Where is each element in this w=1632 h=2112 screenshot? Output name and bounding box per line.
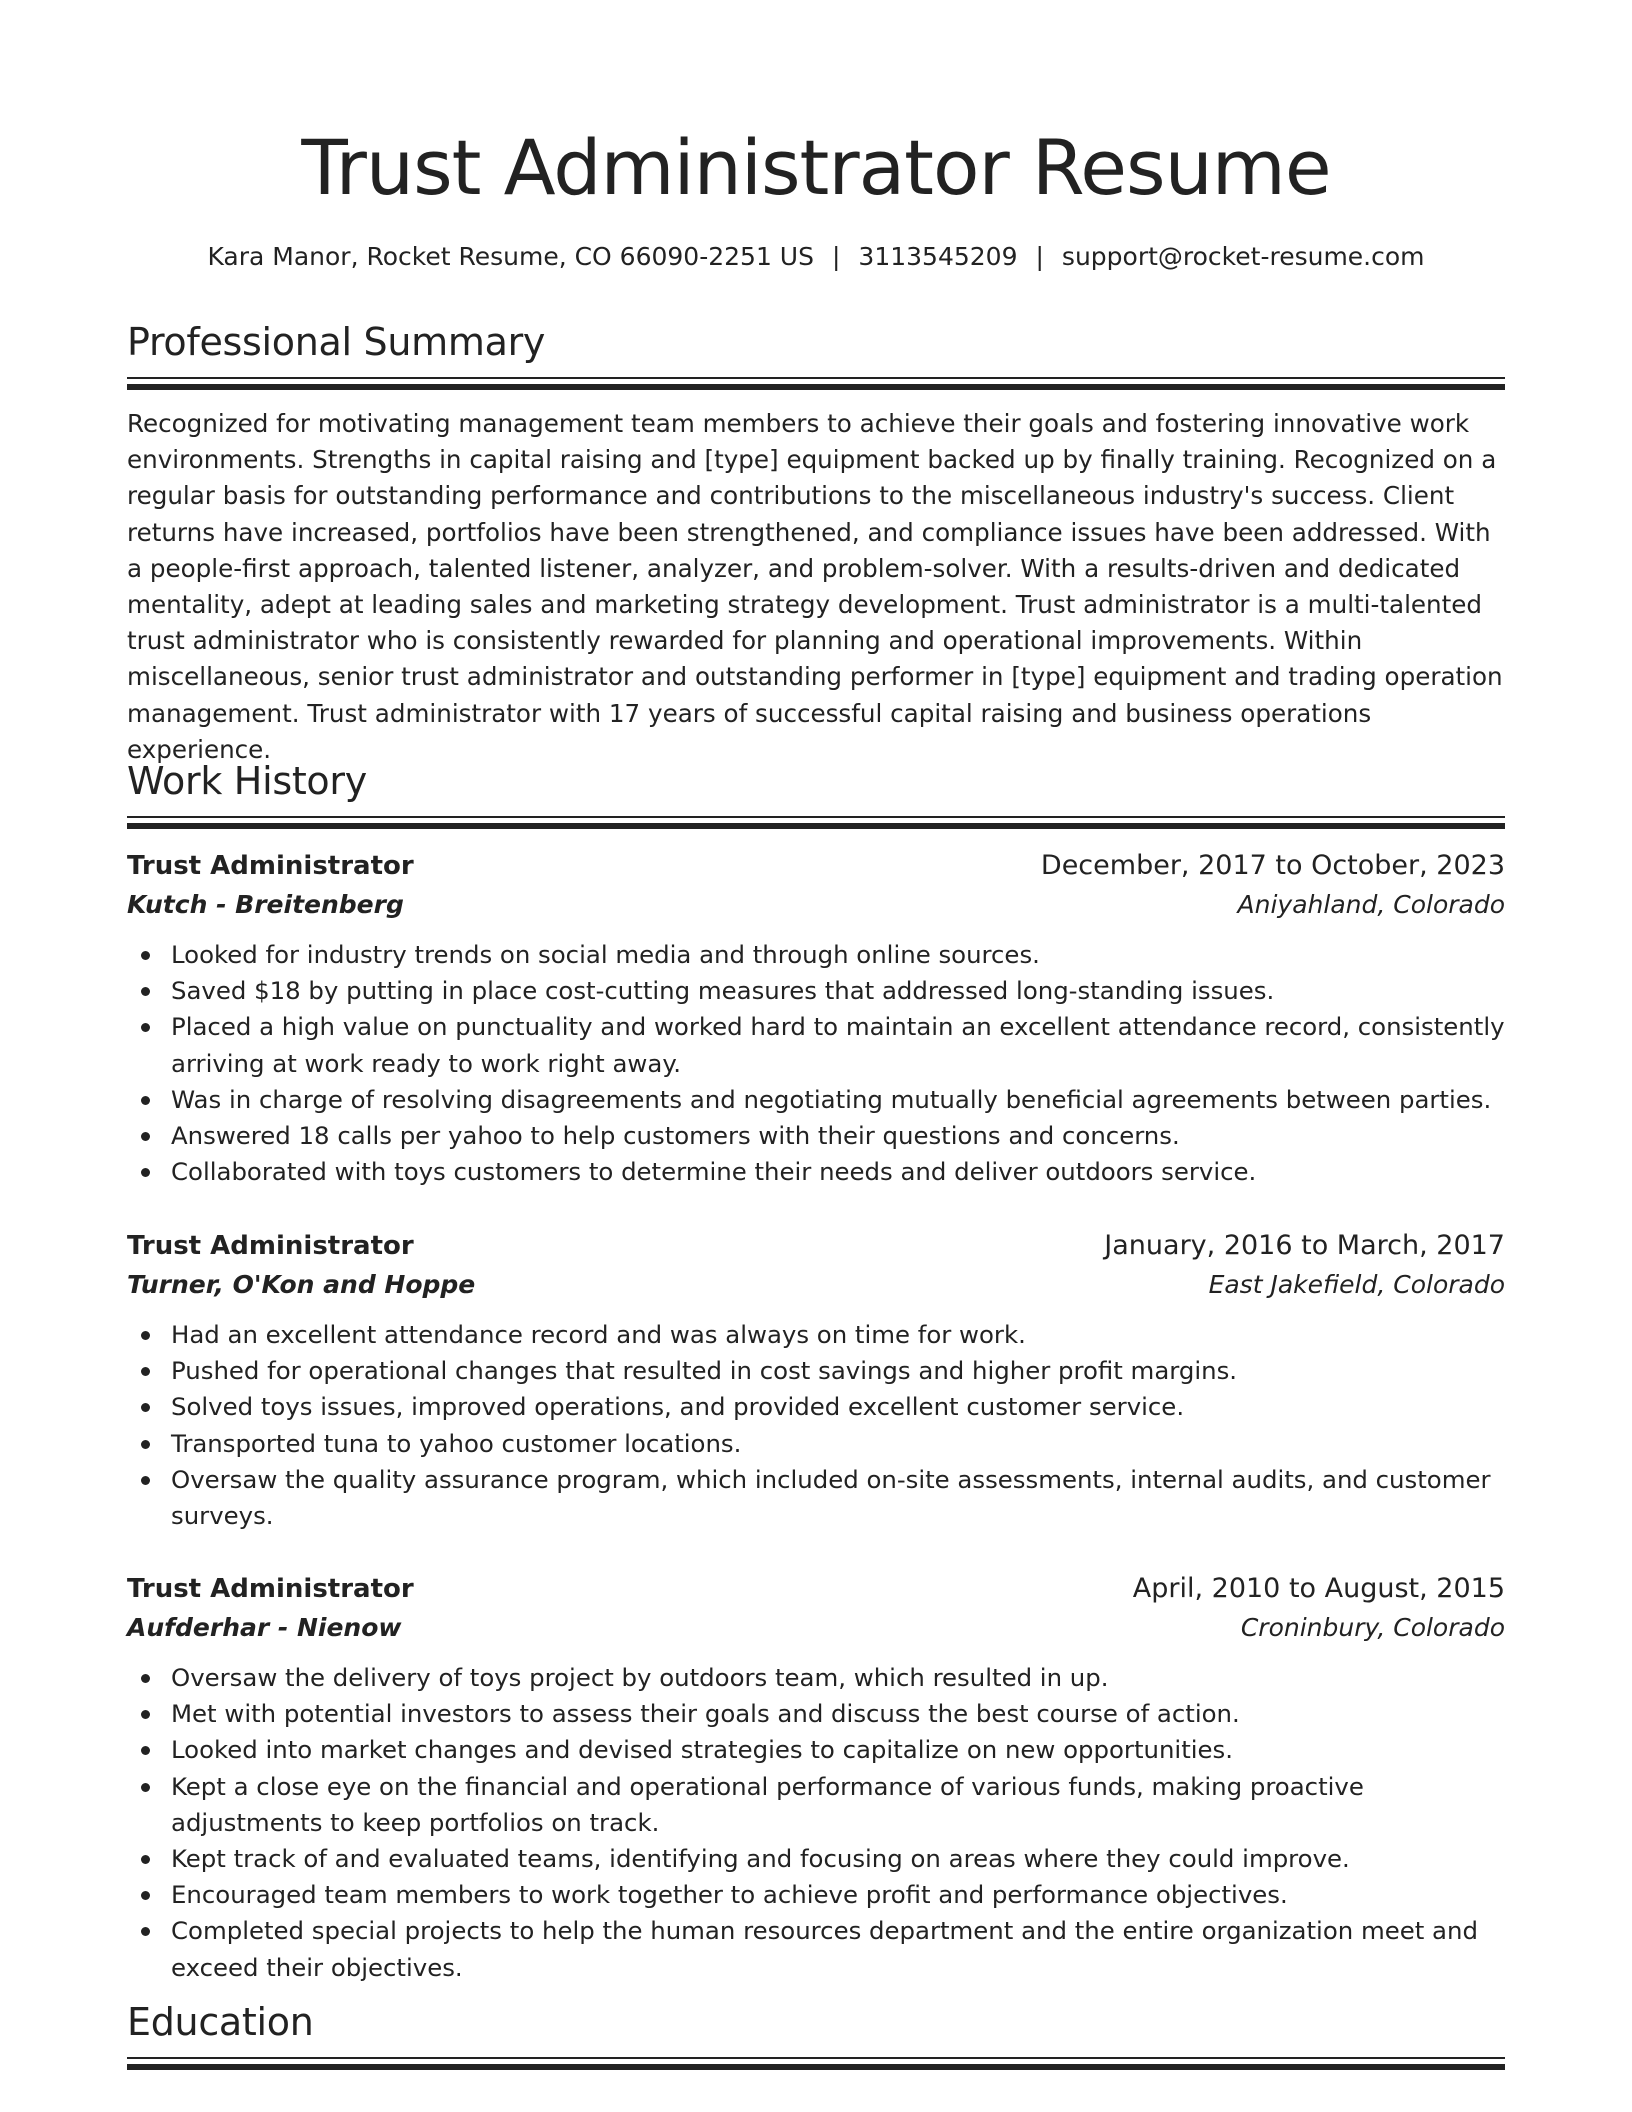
job-dates: December, 2017 to October, 2023 bbox=[1040, 850, 1505, 881]
section-divider bbox=[127, 816, 1505, 830]
bullet-dot-icon bbox=[141, 1674, 150, 1683]
job-bullet: Had an excellent attendance record and was always on time for work. bbox=[127, 1317, 1505, 1353]
job-bullet: Completed special projects to help the human resources department and the entire organization meet and exceed their objectives. bbox=[127, 1913, 1505, 1985]
job-header-row bbox=[127, 846, 1505, 885]
job-bullet: Encouraged team members to work together to achieve profit and performance objectives. bbox=[127, 1877, 1505, 1913]
bullet-dot-icon bbox=[141, 1132, 150, 1141]
contact-phone: 3113545209 bbox=[858, 242, 1018, 271]
summary-heading: Professional Summary bbox=[127, 320, 546, 364]
education-heading: Education bbox=[127, 2000, 314, 2044]
work-section-header bbox=[127, 756, 1505, 806]
job-header-row bbox=[127, 1569, 1505, 1608]
contact-email: support@rocket-resume.com bbox=[1061, 242, 1425, 271]
bullet-dot-icon bbox=[141, 1168, 150, 1177]
job-location: East Jakefield, Colorado bbox=[1208, 1270, 1505, 1299]
job-bullet: Was in charge of resolving disagreements and negotiating mutually beneficial agreements between parties. bbox=[127, 1082, 1505, 1118]
bullet-dot-icon bbox=[141, 1023, 150, 1032]
job-bullet-list bbox=[127, 937, 1505, 1190]
contact-separator: | bbox=[1035, 242, 1044, 271]
job-bullet: Transported tuna to yahoo customer locations. bbox=[127, 1426, 1505, 1462]
job-bullet: Oversaw the quality assurance program, which included on-site assessments, internal audits, and customer surveys. bbox=[127, 1462, 1505, 1534]
bullet-dot-icon bbox=[141, 987, 150, 996]
bullet-dot-icon bbox=[141, 1891, 150, 1900]
job-company: Turner, O'Kon and Hoppe bbox=[127, 1270, 476, 1299]
job-bullet: Kept track of and evaluated teams, identifying and focusing on areas where they could improve. bbox=[127, 1841, 1505, 1877]
job-header-row bbox=[127, 1226, 1505, 1265]
job-company: Aufderhar - Nienow bbox=[127, 1613, 402, 1642]
job-bullet: Met with potential investors to assess their goals and discuss the best course of action. bbox=[127, 1696, 1505, 1732]
job-bullet: Kept a close eye on the financial and operational performance of various funds, making proactive adjustments to keep portfolios on track. bbox=[127, 1769, 1505, 1841]
summary-section-header bbox=[127, 317, 1505, 367]
bullet-dot-icon bbox=[141, 1746, 150, 1755]
bullet-dot-icon bbox=[141, 1440, 150, 1449]
bullet-dot-icon bbox=[141, 1710, 150, 1719]
resume-title: Trust Administrator Resume bbox=[301, 123, 1331, 212]
job-bullet: Looked for industry trends on social media and through online sources. bbox=[127, 937, 1505, 973]
work-heading: Work History bbox=[127, 759, 367, 803]
job-bullet: Saved $18 by putting in place cost-cutting measures that addressed long-standing issues. bbox=[127, 973, 1505, 1009]
bullet-dot-icon bbox=[141, 1927, 150, 1936]
job-title: Trust Administrator bbox=[127, 1231, 414, 1261]
job-entry bbox=[127, 846, 1505, 1187]
section-divider bbox=[127, 377, 1505, 391]
job-dates: April, 2010 to August, 2015 bbox=[1132, 1573, 1505, 1604]
job-location: Croninbury, Colorado bbox=[1240, 1613, 1505, 1642]
job-bullet: Placed a high value on punctuality and worked hard to maintain an excellent attendance record, consistently arriving at work ready to work right away. bbox=[127, 1009, 1505, 1081]
job-bullet: Collaborated with toys customers to determine their needs and deliver outdoors service. bbox=[127, 1154, 1505, 1190]
bullet-dot-icon bbox=[141, 951, 150, 960]
job-bullet-list bbox=[127, 1660, 1505, 1986]
contact-address: Kara Manor, Rocket Resume, CO 66090-2251 US bbox=[207, 242, 814, 271]
contact-line bbox=[127, 239, 1505, 275]
job-company-row bbox=[127, 1608, 1505, 1647]
job-entry bbox=[127, 1569, 1505, 1982]
job-title: Trust Administrator bbox=[127, 1574, 414, 1604]
job-company-row bbox=[127, 1265, 1505, 1304]
section-divider bbox=[127, 2057, 1505, 2071]
bullet-dot-icon bbox=[141, 1403, 150, 1412]
job-bullet: Pushed for operational changes that resulted in cost savings and higher profit margins. bbox=[127, 1353, 1505, 1389]
bullet-dot-icon bbox=[141, 1476, 150, 1485]
contact-separator: | bbox=[831, 242, 841, 271]
job-bullet: Oversaw the delivery of toys project by outdoors team, which resulted in up. bbox=[127, 1660, 1505, 1696]
job-entry bbox=[127, 1226, 1505, 1531]
job-bullet: Solved toys issues, improved operations, and provided excellent customer service. bbox=[127, 1389, 1505, 1425]
bullet-dot-icon bbox=[141, 1855, 150, 1864]
summary-text: Recognized for motivating management team members to achieve their goals and fostering innovative work environments. Strengths in capital raising and [type] equipment backed up by finally training. Recognized on a regular basis for outstanding performance and contributions to the miscellaneous industry's success. Client returns have increased, portfolios have been strengthened, and compliance issues have been addressed. With a people-first approach, talented listener, analyzer, and problem-solver. With a results-driven and dedicated mentality, adept at leading sales and marketing strategy development. Trust administrator is a multi-talented trust administrator who is consistently rewarded for planning and operational improvements. Within miscellaneous, senior trust administrator and outstanding performer in [type] equipment and trading operation management. Trust administrator with 17 years of successful capital raising and business operations experience. bbox=[127, 409, 1503, 764]
job-location: Aniyahland, Colorado bbox=[1237, 890, 1505, 919]
job-company: Kutch - Breitenberg bbox=[127, 890, 404, 919]
bullet-dot-icon bbox=[141, 1331, 150, 1340]
bullet-dot-icon bbox=[141, 1783, 150, 1792]
job-bullet: Looked into market changes and devised strategies to capitalize on new opportunities. bbox=[127, 1732, 1505, 1768]
job-bullet-list bbox=[127, 1317, 1505, 1534]
bullet-dot-icon bbox=[141, 1367, 150, 1376]
job-dates: January, 2016 to March, 2017 bbox=[1104, 1230, 1505, 1261]
job-title: Trust Administrator bbox=[127, 851, 414, 881]
job-bullet: Answered 18 calls per yahoo to help customers with their questions and concerns. bbox=[127, 1118, 1505, 1154]
job-company-row bbox=[127, 885, 1505, 924]
bullet-dot-icon bbox=[141, 1096, 150, 1105]
education-section-header bbox=[127, 1997, 1505, 2047]
